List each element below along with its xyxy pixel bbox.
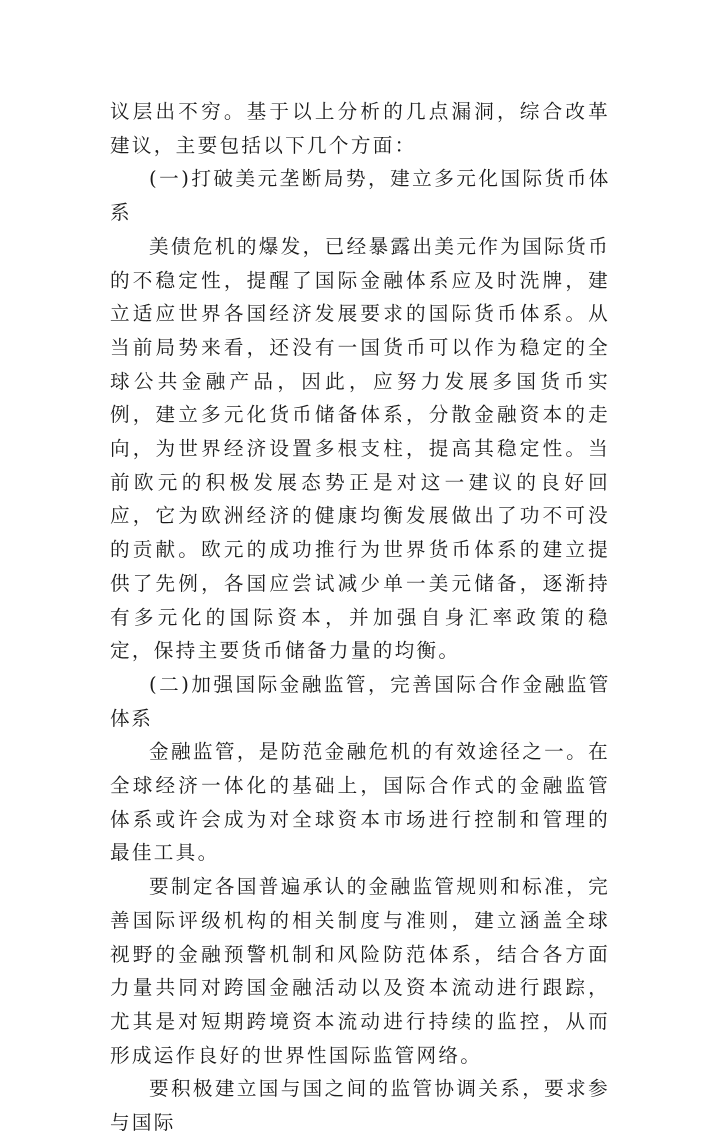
paragraph-coordination: 要积极建立国与国之间的监管协调关系，要求参与国际 [110, 1077, 610, 1135]
section-heading-1: (一)打破美元垄断局势，建立多元化国际货币体系 [110, 167, 610, 225]
document-body [110, 95, 610, 1140]
paragraph-continuation: 议层出不穷。基于以上分析的几点漏洞，综合改革建议，主要包括以下几个方面： [110, 100, 610, 157]
section-heading-2: (二)加强国际金融监管，完善国际合作金融监管体系 [110, 672, 610, 730]
paragraph-financial-supervision: 金融监管，是防范金融危机的有效途径之一。在全球经济一体化的基础上，国际合作式的金融监管体系或许会成为对全球资本市场进行控制和管理的最佳工具。 [110, 740, 610, 865]
paragraph-dollar-monopoly: 美债危机的爆发，已经暴露出美元作为国际货币的不稳定性，提醒了国际金融体系应及时洗牌，建立适应世界各国经济发展要求的国际货币体系。从当前局势来看，还没有一国货币可以作为稳定的全球公共金融产品，因此，应努力发展多国货币实例，建立多元化货币储备体系，分散金融资本的走向，为世界经济设置多根支柱，提高其稳定性。当前欧元的积极发展态势正是对这一建议的良好回应，它为欧洲经济的健康均衡发展做出了功不可没的贡献。欧元的成功推行为世界货币体系的建立提供了先例，各国应尝试减少单一美元储备，逐渐持有多元化的国际资本，并加强自身汇率政策的稳定，保持主要货币储备力量的均衡。 [110, 234, 610, 663]
paragraph-regulatory-standards: 要制定各国普遍承认的金融监管规则和标准，完善国际评级机构的相关制度与准则，建立涵盖全球视野的金融预警机制和风险防范体系，结合各方面力量共同对跨国金融活动以及资本流动进行跟踪，尤其是对短期跨境资本流动进行持续的监控，从而形成运作良好的世界性国际监管网络。 [110, 875, 610, 1067]
